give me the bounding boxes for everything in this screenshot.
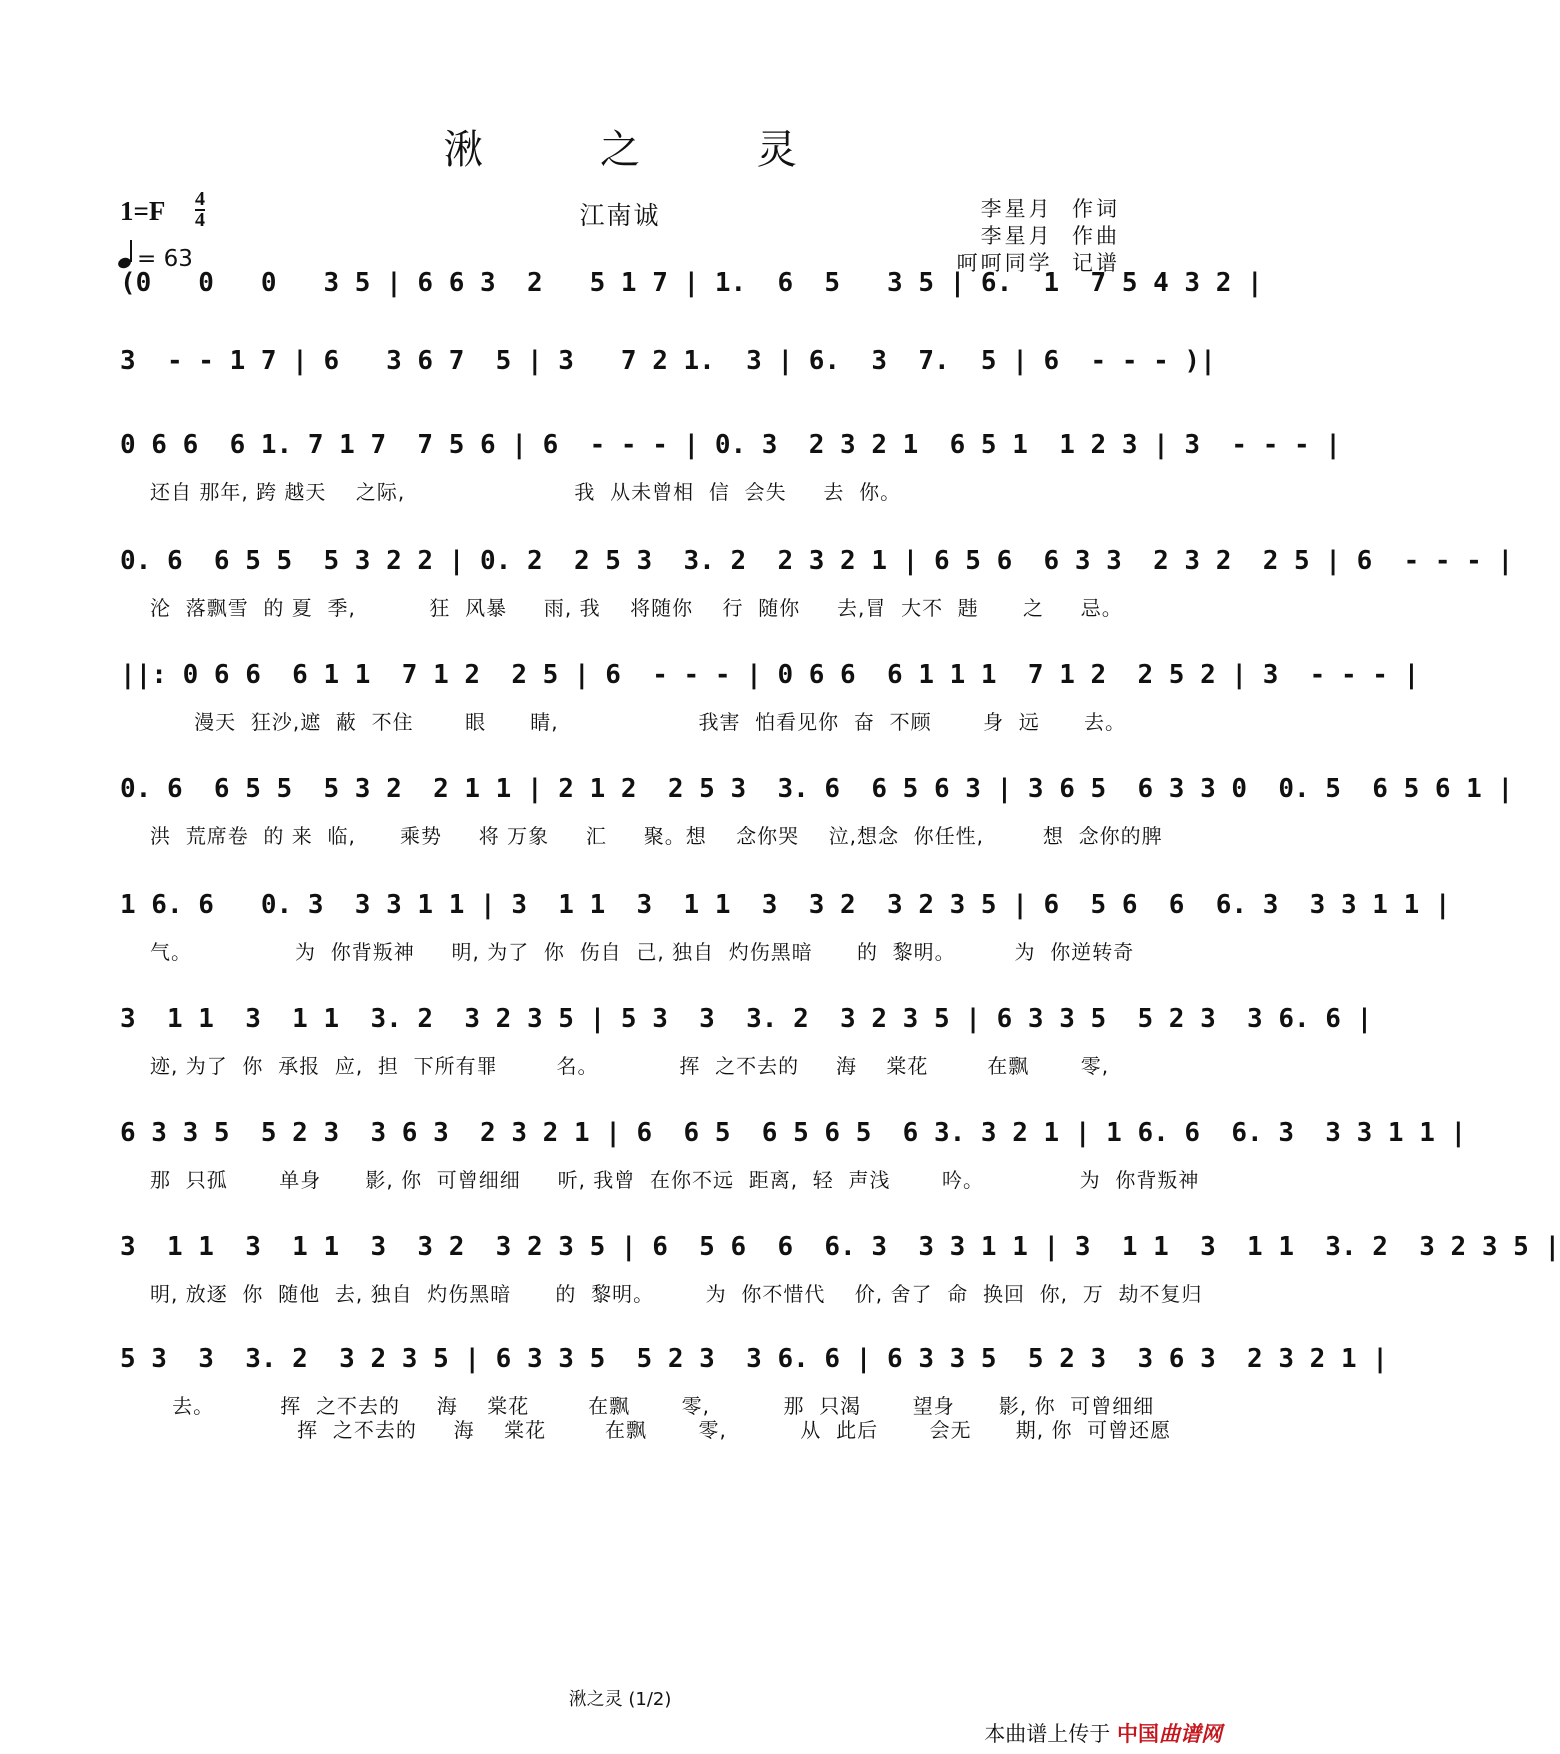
notation-line: ||: 0 6 6 6 1 1 7 1 2 2 5 | 6 - - - | 0 6 6 6 1 1 1 7 1 2 2 5 2 | 3 - - - | [120, 660, 1420, 690]
lyric-line: 那 只孤 单身 影, 你 可曾细细 听, 我曾 在你不远 距离, 轻 声浅 吟。 为 你背叛神 [150, 1168, 1200, 1192]
score-title: 湫 之 灵 [443, 127, 849, 173]
notation-line: 5 3 3 3. 2 3 2 3 5 | 6 3 3 5 5 2 3 3 6. 6 | 6 3 3 5 5 2 3 3 6 3 2 3 2 1 | [120, 1344, 1388, 1374]
lyric-line: 气。 为 你背叛神 明, 为了 你 伤自 己, 独自 灼伤黑暗 的 黎明。 为 你逆转奇 [150, 940, 1135, 964]
lyric-line: 明, 放逐 你 随他 去, 独自 灼伤黑暗 的 黎明。 为 你不惜代 价, 舍了 命 换回 你, 万 劫不复归 [150, 1282, 1203, 1306]
lyric-line: 沦 落飘雪 的 夏 季, 狂 风暴 雨, 我 将随你 行 随你 去,冒 大不 韪 之 忌。 [150, 596, 1123, 620]
score-row [120, 1108, 1467, 1192]
score-row [120, 880, 1451, 964]
singer-name: 江南诚 [579, 201, 661, 230]
time-signature-bottom: 4 [195, 209, 205, 231]
score-row [120, 994, 1373, 1078]
notation-line: 1 6. 6 0. 3 3 3 1 1 | 3 1 1 3 1 1 3 3 2 3 2 3 5 | 6 5 6 6 6. 3 3 3 1 1 | [120, 890, 1451, 920]
key-signature: 1=F [120, 196, 166, 226]
upload-text: 本曲谱上传于 [984, 1722, 1111, 1746]
score-row [120, 1334, 1388, 1442]
credit-lyricist: 李星月 作词 [980, 197, 1120, 221]
site-logo-text-2: 曲谱网 [1159, 1722, 1222, 1746]
score-row [120, 650, 1420, 734]
notation-line: 3 1 1 3 1 1 3. 2 3 2 3 5 | 5 3 3 3. 2 3 2 3 5 | 6 3 3 5 5 2 3 3 6. 6 | [120, 1004, 1373, 1034]
score-row [120, 764, 1514, 848]
notation-line: 0. 6 6 5 5 5 3 2 2 | 0. 2 2 5 3 3. 2 2 3 2 1 | 6 5 6 6 3 3 2 3 2 2 5 | 6 - - - | [120, 546, 1514, 576]
credit-transcriber: 呵呵同学 记谱 [956, 251, 1120, 275]
notation-line: 0 6 6 6 1. 7 1 7 7 5 6 | 6 - - - | 0. 3 2 3 2 1 6 5 1 1 2 3 | 3 - - - | [120, 430, 1341, 460]
notation-line: (0 0 0 3 5 | 6 6 3 2 5 1 7 | 1. 6 5 3 5 | 6. 1 7 5 4 3 2 | [120, 268, 1263, 298]
score-row [120, 536, 1514, 620]
lyric-line: 漫天 狂沙,遮 蔽 不住 眼 睛, 我害 怕看见你 奋 不顾 身 远 去。 [150, 710, 1126, 734]
notation-line: 0. 6 6 5 5 5 3 2 2 1 1 | 2 1 2 2 5 3 3. 6 6 5 6 3 | 3 6 5 6 3 3 0 0. 5 6 5 6 1 | [120, 774, 1514, 804]
lyric-line: 挥 之不去的 海 棠花 在飘 零, 从 此后 会无 期, 你 可曾还愿 [150, 1418, 1172, 1442]
page-footer: 湫之灵 (1/2) [568, 1689, 672, 1710]
lyric-line: 去。 挥 之不去的 海 棠花 在飘 零, 那 只渴 望身 影, 你 可曾细细 [150, 1394, 1155, 1418]
notation-line: 6 3 3 5 5 2 3 3 6 3 2 3 2 1 | 6 6 5 6 5 6 5 6 3. 3 2 1 | 1 6. 6 6. 3 3 3 1 1 | [120, 1118, 1467, 1148]
score-row [120, 336, 1216, 396]
upload-credit [984, 1718, 1222, 1748]
time-signature-top: 4 [195, 188, 205, 210]
credit-composer: 李星月 作曲 [980, 224, 1120, 248]
lyric-line: 迹, 为了 你 承报 应, 担 下所有罪 名。 挥 之不去的 海 棠花 在飘 零, [150, 1054, 1110, 1078]
site-logo-text: 中国 [1117, 1721, 1159, 1746]
score-row [120, 1222, 1560, 1306]
lyric-line: 洪 荒席卷 的 来 临, 乘势 将 万象 汇 聚。想 念你哭 泣,想念 你任性, 想 念你的脾 [150, 824, 1163, 848]
score-row [120, 258, 1263, 318]
lyric-line: 还自 那年, 跨 越天 之际, 我 从未曾相 信 会失 去 你。 [150, 480, 902, 504]
tempo-value: = 63 [137, 246, 193, 272]
notation-line: 3 - - 1 7 | 6 3 6 7 5 | 3 7 2 1. 3 | 6. 3 7. 5 | 6 - - - )| [120, 346, 1216, 376]
notation-line: 3 1 1 3 1 1 3 3 2 3 2 3 5 | 6 5 6 6 6. 3 3 3 1 1 | 3 1 1 3 1 1 3. 2 3 2 3 5 | [120, 1232, 1560, 1262]
score-row [120, 420, 1341, 504]
